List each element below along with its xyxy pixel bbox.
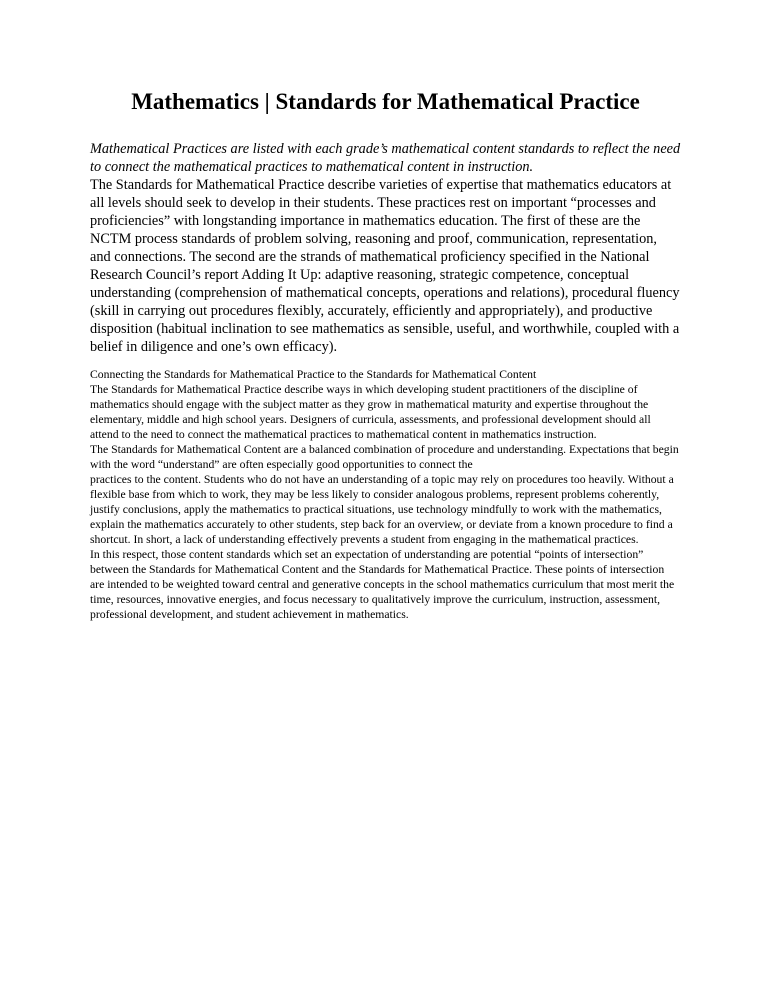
- section-heading: Connecting the Standards for Mathematical Practice to the Standards for Mathematical Content: [90, 368, 537, 381]
- section-paragraph-1: The Standards for Mathematical Practice describe ways in which developing student practitioners of the discipline of mathematics should engage with the subject matter as they grow in mathematical maturity and expertise throughout the elementary, middle and high school years. Designers of curricula, assessments, and professional development should all attend to the need to connect the mathematical practices to mathematical content in mathematics instruction.: [90, 383, 651, 441]
- intro-body-paragraph: The Standards for Mathematical Practice describe varieties of expertise that mathematics educators at all levels should seek to develop in their students. These practices rest on important “processes and proficiencies” with longstanding importance in mathematics education. The first of these are the NCTM process standards of problem solving, reasoning and proof, communication, representation, and connections. The second are the strands of mathematical proficiency specified in the National Research Council’s report Adding It Up: adaptive reasoning, strategic competence, conceptual understanding (comprehension of mathematical concepts, operations and relations), procedural fluency (skill in carrying out procedures flexibly, accurately, efficiently and appropriately), and productive disposition (habitual inclination to see mathematics as sensible, useful, and worthwhile, coupled with a belief in diligence and one’s own efficacy).: [90, 177, 680, 355]
- document-page: [90, 88, 681, 622]
- intro-italic-paragraph: Mathematical Practices are listed with each grade’s mathematical content standards to reflect the need to connect the mathematical practices to mathematical content in instruction.: [90, 141, 681, 175]
- section-paragraph-3: practices to the content. Students who do not have an understanding of a topic may rely on procedures too heavily. Without a flexible base from which to work, they may be less likely to consider analogous problems, represent problems coherently, justify conclusions, apply the mathematics to practical situations, use technology mindfully to work with the mathematics, explain the mathematics accurately to other students, step back for an overview, or deviate from a known procedure to find a shortcut. In short, a lack of understanding effectively prevents a student from engaging in the mathematical practices.: [90, 473, 674, 546]
- section-paragraph-4: In this respect, those content standards which set an expectation of understanding are potential “points of intersection” between the Standards for Mathematical Content and the Standards for Mathematical Practice. These points of intersection are intended to be weighted toward central and generative concepts in the school mathematics curriculum that most merit the time, resources, innovative energies, and focus necessary to qualitatively improve the curriculum, instruction, assessment, professional development, and student achievement in mathematics.: [90, 548, 675, 621]
- connecting-section: [90, 367, 681, 622]
- page-title: Mathematics | Standards for Mathematical Practice: [131, 89, 640, 114]
- section-paragraph-2: The Standards for Mathematical Content are a balanced combination of procedure and understanding. Expectations that begin with the word “understand” are often especially good opportunities to connect the: [90, 443, 679, 471]
